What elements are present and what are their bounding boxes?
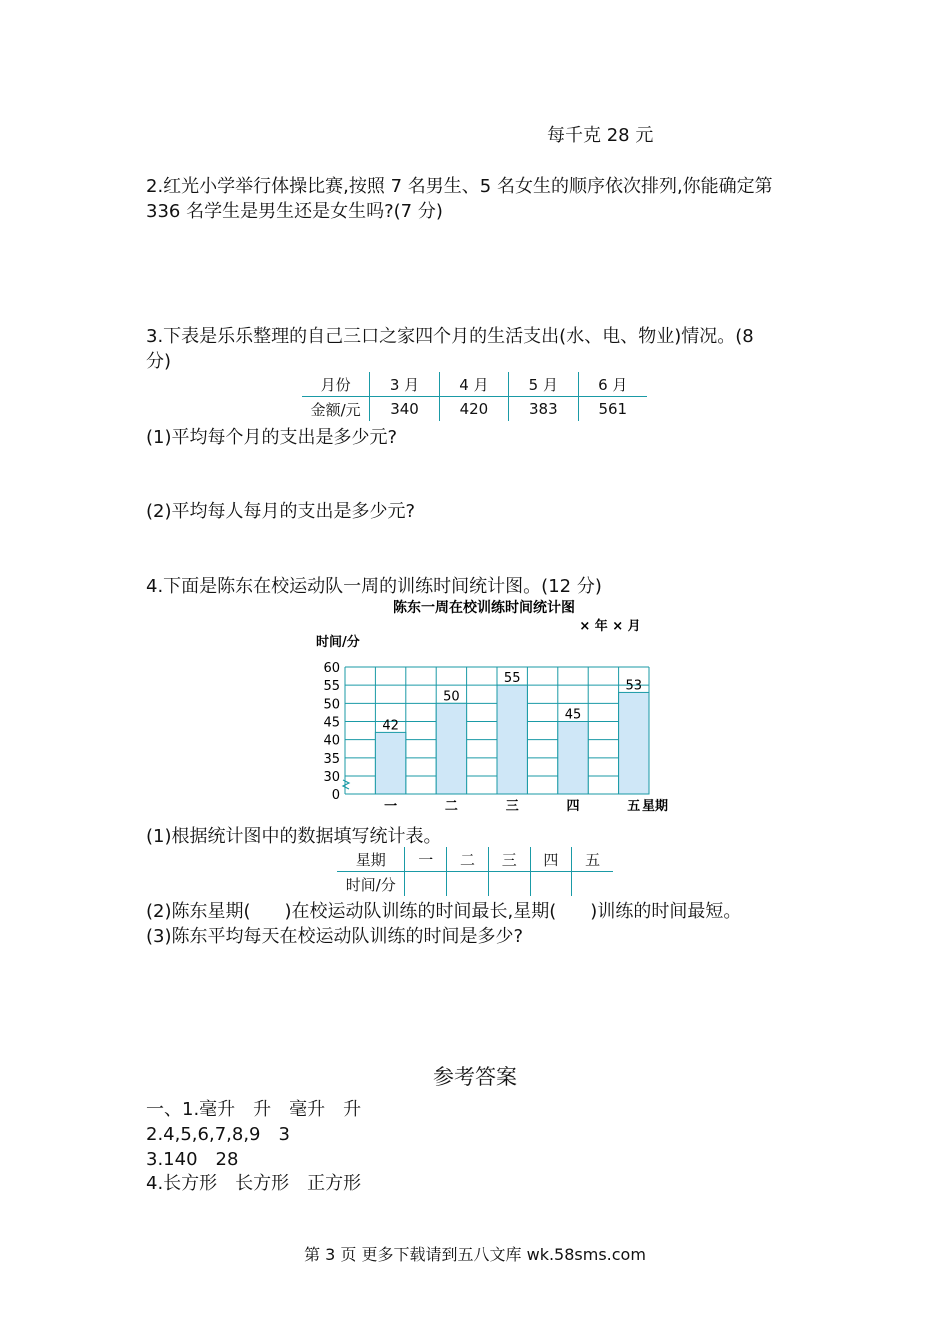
expense-month-cell: 4 月 xyxy=(439,372,508,397)
chart-x-tick-label: 三 xyxy=(505,799,519,814)
expense-month-cell: 5 月 xyxy=(509,372,578,397)
chart-bar xyxy=(619,692,649,794)
q2-line1: 2.红光小学举行体操比赛,按照 7 名男生、5 名女生的顺序依次排列,你能确定第 xyxy=(146,176,773,197)
training-day-cell: 三 xyxy=(488,847,530,872)
chart-y-tick-label: 55 xyxy=(323,679,340,695)
training-day-cell: 四 xyxy=(530,847,572,872)
training-row-label: 时间/分 xyxy=(337,872,405,897)
expense-amount-cell: 420 xyxy=(439,397,508,422)
answer-line: 4.长方形 长方形 正方形 xyxy=(146,1173,362,1194)
chart-data-label: 45 xyxy=(564,707,582,723)
expense-month-cell: 6 月 xyxy=(578,372,647,397)
chart-title: 陈东一周在校训练时间统计图 xyxy=(393,600,575,616)
answer-line: 2.4,5,6,7,8,9 3 xyxy=(146,1124,290,1145)
chart-y-tick-label: 50 xyxy=(323,697,340,713)
q3-sub1: (1)平均每个月的支出是多少元? xyxy=(146,427,398,448)
expense-month-cell: 3 月 xyxy=(370,372,439,397)
chart-data-label: 55 xyxy=(503,671,521,687)
chart-x-axis-label: 星期 xyxy=(642,799,669,814)
q4-sub2 xyxy=(146,900,741,924)
chart-axis-break xyxy=(343,780,349,789)
chart-y-tick-label: 45 xyxy=(323,715,340,731)
expense-amount-cell: 561 xyxy=(578,397,647,422)
chart-x-tick-label: 四 xyxy=(566,799,580,814)
page-footer: 第 3 页 更多下载请到五八文库 wk.58sms.com xyxy=(304,1245,646,1264)
training-blank-cell xyxy=(405,872,447,897)
chart-date-note: × 年 × 月 xyxy=(579,619,641,634)
q4-sub3: (3)陈东平均每天在校运动队训练的时间是多少? xyxy=(146,926,524,947)
q3-line1: 3.下表是乐乐整理的自己三口之家四个月的生活支出(水、电、物业)情况。(8 xyxy=(146,326,754,347)
chart-x-tick-label: 五 xyxy=(627,799,641,814)
answer-line: 一、1.毫升 升 毫升 升 xyxy=(146,1099,362,1120)
chart-bar xyxy=(558,722,588,795)
expense-header-label: 月份 xyxy=(302,372,370,397)
training-day-cell: 二 xyxy=(447,847,489,872)
expense-row-label: 金额/元 xyxy=(302,397,370,422)
chart-y-axis-label: 时间/分 xyxy=(316,635,360,650)
training-blank-cell xyxy=(572,872,613,897)
training-blank-cell xyxy=(447,872,489,897)
chart-labels xyxy=(323,661,642,814)
chart-y-tick-label: 0 xyxy=(331,788,340,803)
chart-data-label: 42 xyxy=(382,718,399,734)
training-time-chart xyxy=(300,596,690,818)
q3-sub2: (2)平均每人每月的支出是多少元? xyxy=(146,501,416,522)
training-blank-cell xyxy=(488,872,530,897)
chart-y-tick-label: 40 xyxy=(323,733,340,749)
chart-bar xyxy=(375,732,405,794)
chart-bar xyxy=(497,685,527,794)
q4-sub1: (1)根据统计图中的数据填写统计表。 xyxy=(146,826,442,847)
answer-line: 3.140 28 xyxy=(146,1149,239,1170)
price-note: 每千克 28 元 xyxy=(547,125,654,146)
chart-x-tick-label: 二 xyxy=(444,799,458,814)
expense-amount-cell: 340 xyxy=(370,397,439,422)
answers-title: 参考答案 xyxy=(433,1065,517,1089)
training-day-cell: 五 xyxy=(572,847,613,872)
chart-x-tick-label: 一 xyxy=(384,799,398,814)
expense-table-amount-row xyxy=(302,397,647,422)
training-blank-cell xyxy=(530,872,572,897)
chart-data-label: 50 xyxy=(443,689,460,705)
training-table-header-row xyxy=(337,847,613,872)
q2-line2: 336 名学生是男生还是女生吗?(7 分) xyxy=(146,201,443,222)
q4-sub2-part-a: (2)陈东星期( xyxy=(146,901,251,922)
chart-y-tick-label: 60 xyxy=(323,661,340,676)
training-table-time-row xyxy=(337,872,613,897)
training-table xyxy=(337,847,613,896)
expense-table-header-row xyxy=(302,372,647,397)
chart-data-label: 53 xyxy=(625,678,643,694)
q4-sub2-part-c: )训练的时间最短。 xyxy=(590,901,742,922)
chart-bar xyxy=(436,703,466,794)
q3-line2: 分) xyxy=(146,351,172,372)
expense-amount-cell: 383 xyxy=(509,397,578,422)
chart-y-tick-label: 30 xyxy=(323,770,340,785)
q4-sub2-part-b: )在校运动队训练的时间最长,星期( xyxy=(284,901,557,922)
training-header-label: 星期 xyxy=(337,847,405,872)
training-day-cell: 一 xyxy=(405,847,447,872)
expense-table xyxy=(302,372,647,421)
q4-line1: 4.下面是陈东在校运动队一周的训练时间统计图。(12 分) xyxy=(146,576,602,597)
chart-y-tick-label: 35 xyxy=(323,751,340,767)
